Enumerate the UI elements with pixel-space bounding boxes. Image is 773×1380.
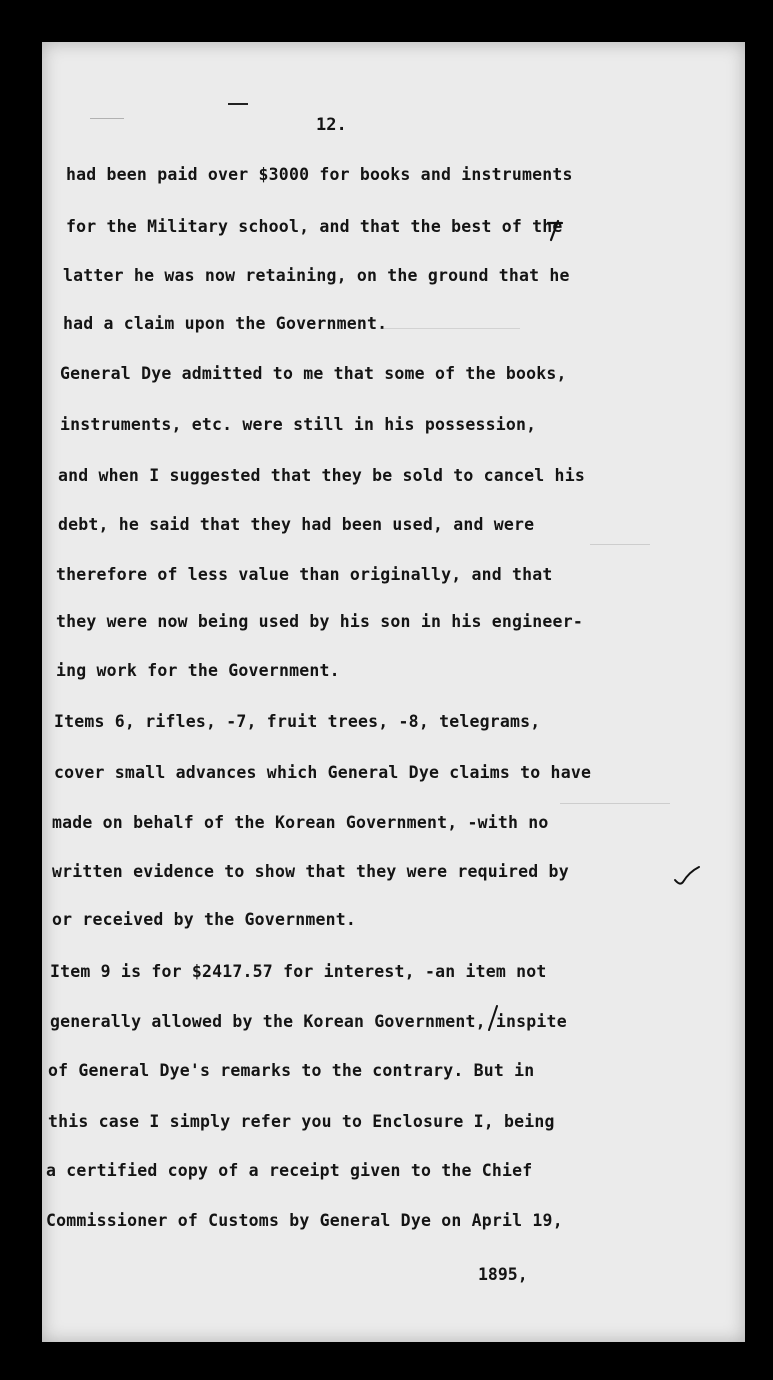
- text-line-10: they were now being used by his son in his engineer-: [56, 612, 583, 631]
- continuation-year: 1895,: [478, 1265, 528, 1284]
- text-line-4: had a claim upon the Government.: [63, 314, 388, 333]
- text-line-14: made on behalf of the Korean Government, -with no: [52, 813, 549, 832]
- text-line-13: cover small advances which General Dye claims to have: [54, 763, 592, 782]
- text-line-7: and when I suggested that they be sold to cancel his: [58, 466, 585, 485]
- text-line-3: latter he was now retaining, on the ground that he: [63, 266, 570, 285]
- faint-bleed-line: [590, 544, 650, 545]
- text-line-21: a certified copy of a receipt given to the Chief: [46, 1161, 533, 1180]
- faint-scribble-mark: [90, 118, 124, 119]
- handwritten-strike-mark: [486, 1004, 500, 1032]
- handwritten-checkmark: [672, 864, 702, 888]
- text-line-17: Item 9 is for $2417.57 for interest, -an item not: [50, 962, 547, 981]
- page-number: 12.: [316, 115, 347, 135]
- text-line-1: had been paid over $3000 for books and instruments: [66, 165, 573, 184]
- text-line-5: General Dye admitted to me that some of the books,: [60, 364, 567, 383]
- text-line-19: of General Dye's remarks to the contrary. But in: [48, 1061, 535, 1080]
- handwritten-slash-mark: [544, 218, 566, 242]
- text-line-20: this case I simply refer you to Enclosure I, being: [48, 1112, 555, 1131]
- text-line-16: or received by the Government.: [52, 910, 357, 929]
- text-line-12: Items 6, rifles, -7, fruit trees, -8, telegrams,: [54, 712, 541, 731]
- pencil-dash-mark: [228, 103, 248, 105]
- text-line-11: ing work for the Government.: [56, 661, 340, 680]
- text-line-15: written evidence to show that they were required by: [52, 862, 569, 881]
- text-line-2: for the Military school, and that the best of the: [66, 217, 563, 236]
- faint-bleed-line: [380, 328, 520, 329]
- text-line-22: Commissioner of Customs by General Dye on April 19,: [46, 1211, 563, 1230]
- text-line-9: therefore of less value than originally, and that: [56, 565, 553, 584]
- text-line-6: instruments, etc. were still in his possession,: [60, 415, 537, 434]
- text-line-8: debt, he said that they had been used, and were: [58, 515, 535, 534]
- faint-bleed-line: [560, 803, 670, 804]
- document-page: [42, 42, 745, 1342]
- text-line-18: generally allowed by the Korean Government, inspite: [50, 1012, 567, 1031]
